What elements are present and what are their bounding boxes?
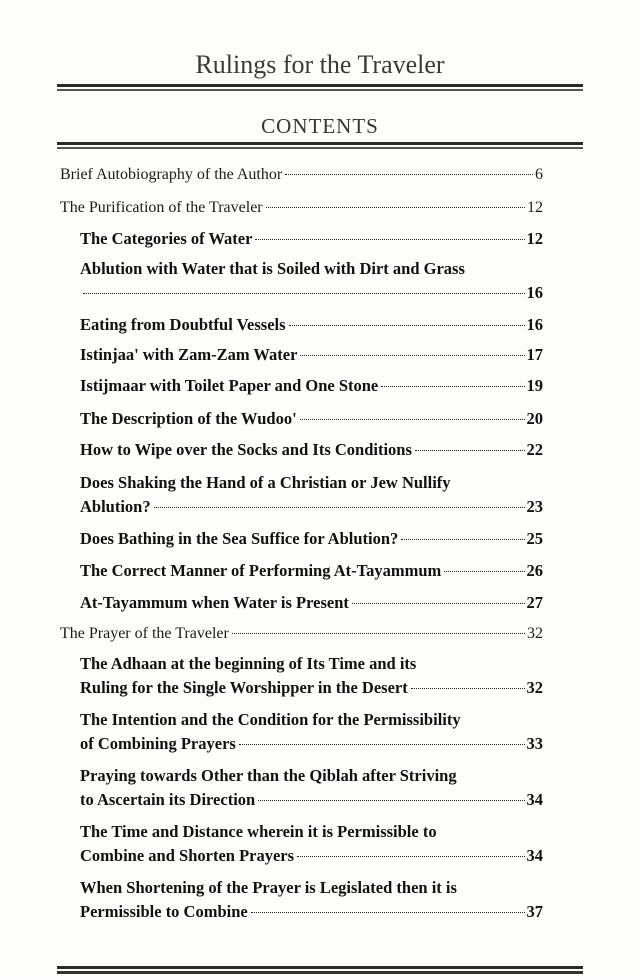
toc-entry (80, 438, 543, 462)
dot-leader (401, 539, 524, 540)
toc-entry-title: Brief Autobiography of the Author (60, 166, 283, 183)
dot-leader (266, 207, 525, 208)
toc-page-number: 34 (526, 790, 543, 809)
toc-entry-row (80, 591, 543, 615)
toc-page-number: 34 (526, 846, 543, 865)
dot-leader (289, 325, 525, 326)
toc-entry (80, 407, 543, 431)
header-rule-thin (57, 89, 583, 91)
toc-entry-title: The Categories of Water (80, 229, 253, 248)
toc-page-number: 16 (526, 315, 543, 334)
toc-entry-row (80, 676, 543, 700)
toc-entry-title: Combine and Shorten Prayers (80, 846, 295, 865)
toc-entry-row (80, 343, 543, 367)
dot-leader (255, 239, 524, 240)
toc-entry (80, 227, 543, 251)
toc-entry-title: Eating from Doubtful Vessels (80, 315, 286, 334)
toc-page-number: 20 (526, 409, 543, 428)
dot-leader (444, 571, 524, 572)
toc-entry (60, 622, 543, 646)
toc-entry-row (80, 495, 543, 519)
dot-leader (154, 507, 525, 508)
toc-page-number: 33 (526, 734, 543, 753)
toc-entry-row (80, 527, 543, 551)
toc-entry-row (80, 732, 543, 756)
toc-entry-title: The Prayer of the Traveler (60, 625, 229, 642)
toc-entry (60, 163, 543, 187)
toc-entry-title-line: Praying towards Other than the Qiblah after Striving (80, 766, 457, 785)
toc-entry-title-line: When Shortening of the Prayer is Legislated then it is (80, 878, 457, 897)
toc-entry (80, 527, 543, 551)
dot-leader (251, 912, 525, 913)
toc-entry (80, 313, 543, 337)
toc-page-number: 26 (526, 561, 543, 580)
toc-page-number: 16 (526, 283, 543, 302)
toc-entry-row (80, 900, 543, 924)
toc-entry (80, 820, 543, 868)
toc-entry-row (80, 438, 543, 462)
toc-page-number: 27 (526, 593, 543, 612)
toc-entry-title-line: The Intention and the Condition for the Permissibility (80, 710, 461, 729)
toc-entry-title: The Description of the Wudoo' (80, 409, 297, 428)
toc-entry-row (80, 227, 543, 251)
contents-heading: CONTENTS (261, 114, 379, 138)
toc-entry-title-line: Ablution with Water that is Soiled with Dirt and Grass (80, 259, 465, 278)
toc-entry (80, 471, 543, 519)
dot-leader (300, 355, 524, 356)
toc-entry-title: The Purification of the Traveler (60, 199, 263, 216)
toc-entry-title: Istinjaa' with Zam-Zam Water (80, 345, 298, 364)
toc-entry (80, 764, 543, 812)
toc-page-number: 19 (526, 376, 543, 395)
toc-entry-row (80, 407, 543, 431)
toc-entry-row (80, 559, 543, 583)
toc-entry-title-line: The Adhaan at the beginning of Its Time and its (80, 654, 417, 673)
toc-page-number: 12 (527, 199, 543, 216)
toc-page-number: 32 (527, 625, 543, 642)
toc-page-number: 23 (526, 497, 543, 516)
dot-leader (297, 856, 524, 857)
toc-page-number: 22 (526, 440, 543, 459)
toc-entry-row (80, 281, 543, 305)
toc-entry (80, 708, 543, 756)
dot-leader (239, 744, 525, 745)
toc-entry-title: of Combining Prayers (80, 734, 236, 753)
dot-leader (411, 688, 525, 689)
toc-page-number: 6 (535, 166, 543, 183)
toc-entry-title: to Ascertain its Direction (80, 790, 256, 809)
toc-page-number: 25 (526, 529, 543, 548)
dot-leader (300, 419, 525, 420)
toc-entry-title-line: The Time and Distance wherein it is Permissible to (80, 822, 437, 841)
toc-entry (80, 374, 543, 398)
toc-page-number: 17 (526, 345, 543, 364)
toc-entry-title-line: Does Shaking the Hand of a Christian or Jew Nullify (80, 473, 451, 492)
book-title: Rulings for the Traveler (195, 50, 445, 79)
toc-entry-row (80, 844, 543, 868)
toc-entry-title: At-Tayammum when Water is Present (80, 593, 349, 612)
dot-leader (285, 174, 533, 175)
toc-entry-title: Ablution? (80, 497, 151, 516)
contents-rule (57, 142, 583, 145)
header-rule (57, 84, 583, 87)
toc-entry (60, 196, 543, 220)
toc-entry-title: Istijmaar with Toilet Paper and One Stone (80, 376, 379, 395)
contents-rule-thin (57, 147, 583, 149)
dot-leader (415, 450, 525, 451)
toc-entry (80, 257, 543, 305)
dot-leader (232, 633, 525, 634)
toc-entry (80, 343, 543, 367)
toc-entry-title: The Correct Manner of Performing At-Tayammum (80, 561, 442, 580)
toc-page-number: 32 (526, 678, 543, 697)
toc-page-number: 12 (526, 229, 543, 248)
toc-entry-row (60, 622, 543, 646)
toc-entry-title: Permissible to Combine (80, 902, 248, 921)
toc-entry-row (80, 788, 543, 812)
toc-entry (80, 652, 543, 700)
footer-rule-thin (57, 971, 583, 974)
toc-entry-title: How to Wipe over the Socks and Its Conditions (80, 440, 412, 459)
footer-rule (57, 966, 583, 969)
toc-page-number: 37 (526, 902, 543, 921)
toc-entry-row (80, 374, 543, 398)
toc-entry-title: Does Bathing in the Sea Suffice for Ablution? (80, 529, 399, 548)
toc-entry-row (60, 196, 543, 220)
toc-entry (80, 559, 543, 583)
dot-leader (352, 603, 525, 604)
toc-entry (80, 876, 543, 924)
dot-leader (258, 800, 524, 801)
toc-entry-row (80, 313, 543, 337)
dot-leader (381, 386, 524, 387)
dot-leader (83, 293, 525, 294)
toc-entry-row (60, 163, 543, 187)
toc-entry-title: Ruling for the Single Worshipper in the Desert (80, 678, 408, 697)
toc-entry (80, 591, 543, 615)
